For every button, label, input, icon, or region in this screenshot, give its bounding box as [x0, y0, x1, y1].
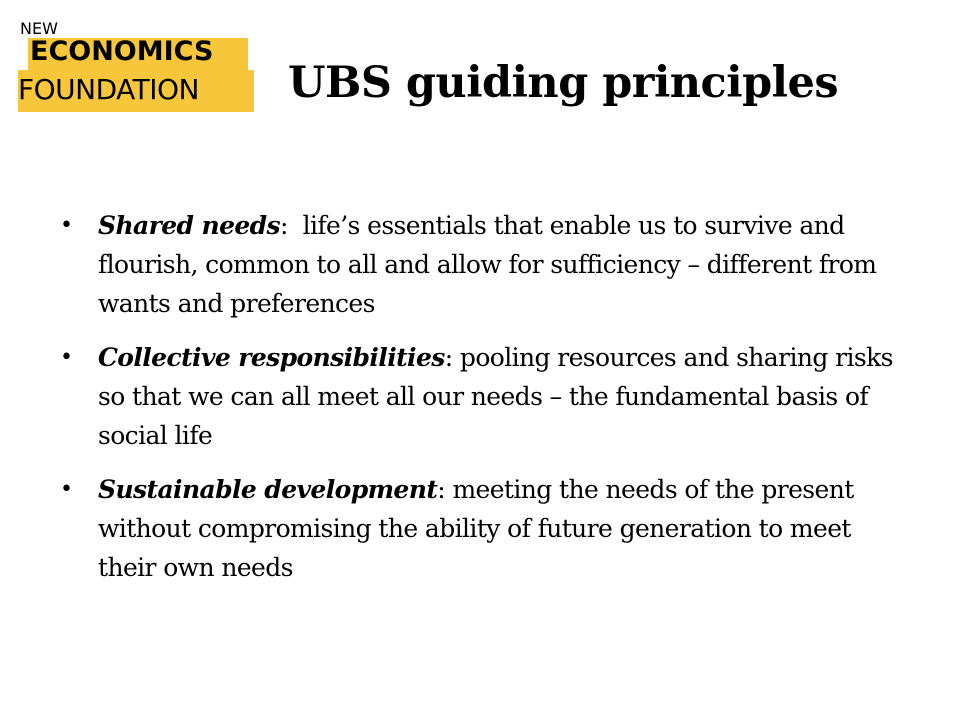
nef-logo: [18, 18, 254, 112]
bullet-text: life’s essentials that enable us to survive and flourish, common to all and allow for sufficiency – different from wants and preferences: [98, 211, 884, 318]
bullet-colon: :: [444, 343, 453, 372]
bullet-text: pooling resources and sharing risks so that we can all meet all our needs – the fundamental basis of social life: [98, 343, 901, 450]
bullet-colon: :: [437, 475, 446, 504]
bullet-collective-responsibilities: [56, 338, 916, 455]
bullet-marker: •: [60, 213, 73, 238]
bullet-marker: •: [60, 477, 73, 502]
bullet-term: Shared needs: [98, 211, 281, 240]
logo-text-economics: ECONOMICS: [30, 36, 214, 67]
logo-text-new: NEW: [20, 19, 58, 38]
bullet-text: meeting the needs of the present without compromising the ability of future generation to meet their own needs: [98, 475, 862, 582]
slide-title: UBS guiding principles: [288, 58, 839, 108]
principles-list: [56, 206, 916, 602]
bullet-term: Sustainable development: [98, 475, 438, 504]
bullet-term: Collective responsibilities: [98, 343, 445, 372]
bullet-shared-needs: [56, 206, 916, 323]
logo-text-foundation: FOUNDATION: [18, 73, 199, 106]
bullet-marker: •: [60, 345, 73, 370]
bullet-sustainable-development: [56, 470, 916, 587]
bullet-colon: :: [280, 211, 288, 240]
